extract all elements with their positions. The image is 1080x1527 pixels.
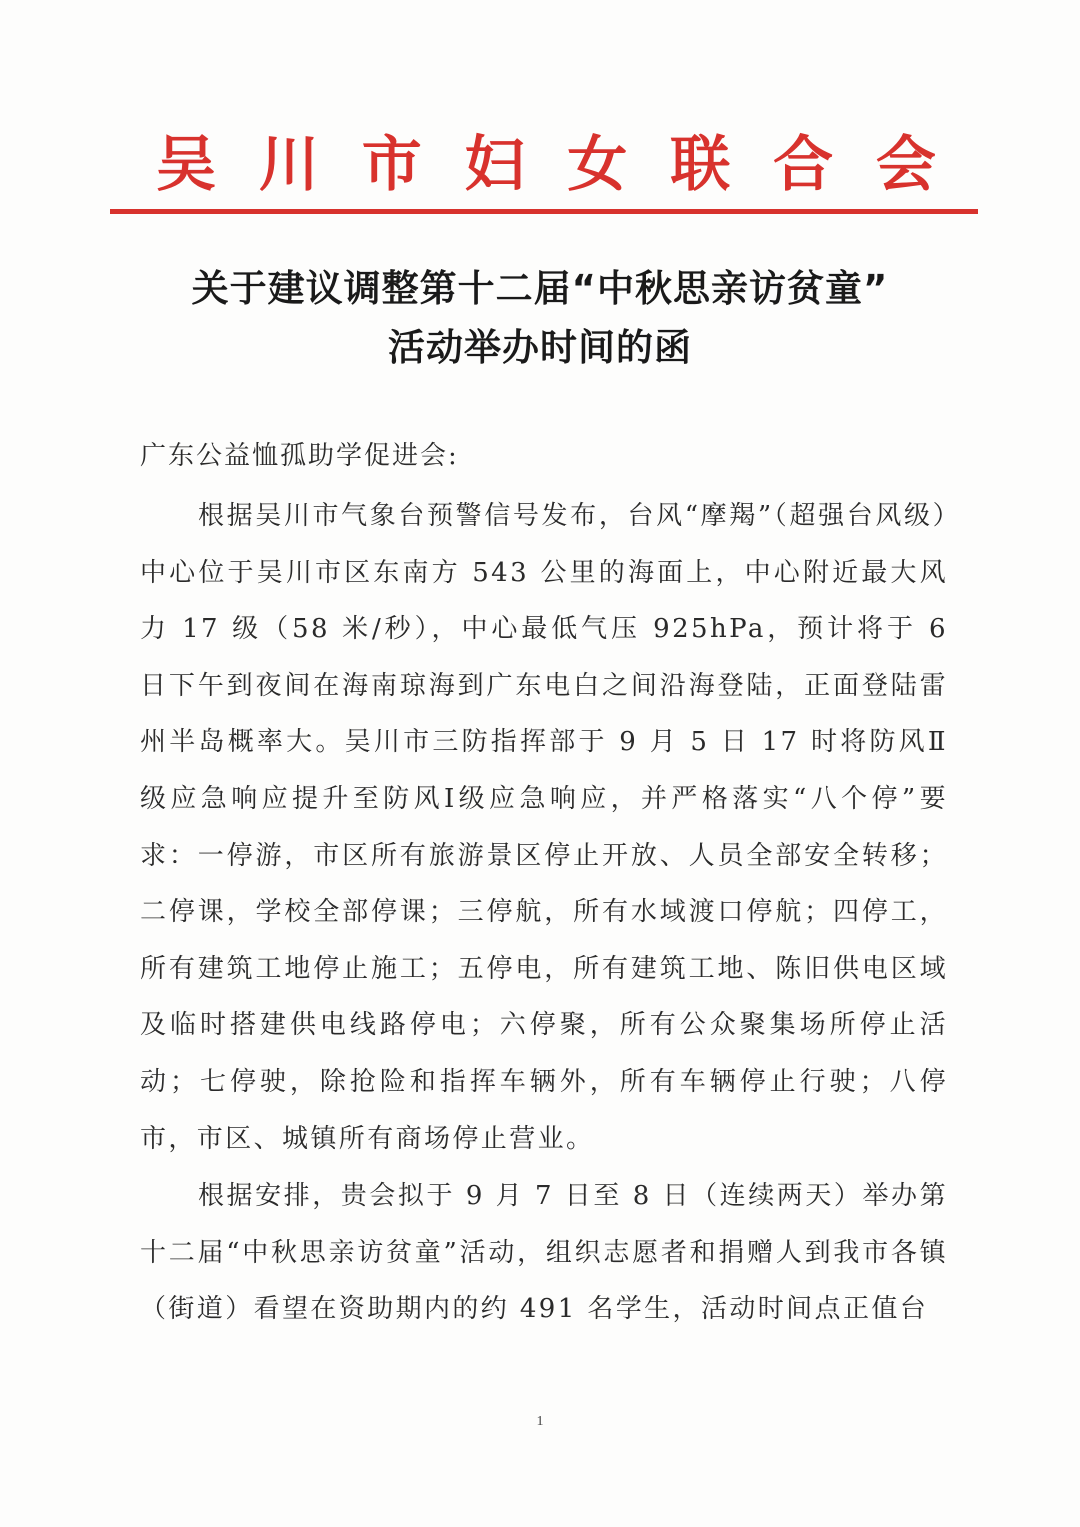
letterhead-char: 会 [875,130,936,200]
document-title-line-1: 关于建议调整第十二届“中秋思亲访贫童” [191,267,889,310]
letterhead-char: 女 [567,130,628,200]
body-paragraph-1: 根据吴川市气象台预警信号发布，台风“摩羯”（超强台风级）中心位于吴川市区东南方 543 公里的海面上，中心附近最大风力 17 级（58 米/秒），中心最低气压 925hPa，预计将于 6 日下午到夜间在海南琼海到广东电白之间沿海登陆，正面登陆雷州半岛概率大。吴川市三防指挥部于 9 月 5 日 17 时将防风Ⅱ级应急响应提升至防风Ⅰ级应急响应，并严格落实“八个停”要求：一停游，市区所有旅游景区停止开放、人员全部安全转移；二停课，学校全部停课；三停航，所有水域渡口停航；四停工，所有建筑工地停止施工；五停电，所有建筑工地、陈旧供电区域及临时搭建供电线路停电；六停聚，所有公众聚集场所停止活动；七停驶，除抢险和指挥车辆外，所有车辆停止行驶；八停市，市区、城镇所有商场停止营业。 [140,501,948,1154]
letterhead-char: 联 [670,130,731,200]
letterhead-red-rule [110,209,978,214]
letterhead [110,130,978,200]
body-paragraph-2: 根据安排，贵会拟于 9 月 7 日至 8 日（连续两天）举办第十二届“中秋思亲访贫童”活动，组织志愿者和捐赠人到我市各镇（街道）看望在资助期内的约 491 名学生，活动时间点正值台 [140,1181,948,1325]
letterhead-char: 川 [258,130,319,200]
letterhead-char: 市 [361,130,422,200]
document-title-line-2: 活动举办时间的函 [388,326,692,369]
letterhead-char: 吴 [156,130,216,200]
letterhead-char: 妇 [464,130,525,200]
letterhead-char: 合 [773,130,834,200]
salutation: 广东公益恤孤助学促进会: [140,441,459,471]
page-number: 1 [536,1414,544,1429]
